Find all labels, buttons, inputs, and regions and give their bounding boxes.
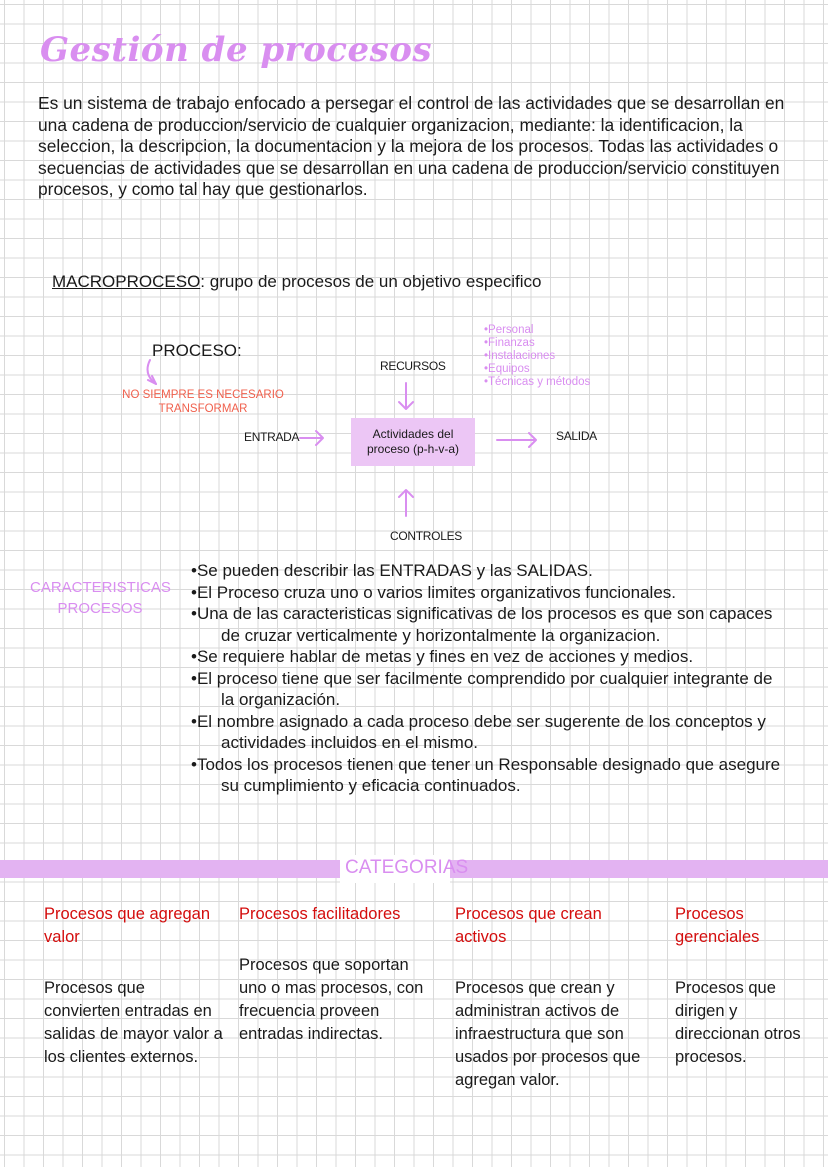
bullet-text: •El nombre asignado a cada proceso debe ser sugerente de los conceptos y [191, 711, 766, 731]
list-item [191, 560, 791, 582]
list-item [191, 603, 791, 646]
category-column [44, 903, 224, 1069]
category-description: Procesos que soportan uno o mas procesos, con frecuencia proveen entradas indirectas. [239, 956, 424, 1043]
category-description: Procesos que dirigen y direccionan otros procesos. [675, 979, 801, 1066]
list-item [191, 646, 791, 668]
caracteristicas-label: CARACTERISTICAS PROCESOS [30, 579, 171, 617]
caracteristicas-list [191, 560, 791, 797]
bullet-continuation: de cruzar verticalmente y horizontalmente la organizacion. [221, 625, 661, 645]
entrada-label: ENTRADA [244, 430, 300, 444]
list-item [191, 711, 791, 754]
category-column [455, 903, 645, 1092]
category-title: Procesos facilitadores [239, 905, 401, 923]
resource-item: •Personal [484, 324, 534, 336]
salida-label: SALIDA [556, 429, 597, 443]
bullet-text: •Una de las caracteristicas significativas de los procesos es que son capaces [191, 604, 773, 623]
bullet-text: •El proceso tiene que ser facilmente comprendido por cualquier integrante de [191, 668, 773, 688]
category-title: Procesos que crean activos [455, 905, 602, 946]
list-item [191, 582, 791, 604]
diagram-arrows [0, 0, 828, 560]
bullet-text: •Se requiere hablar de metas y fines en vez de acciones y medios. [191, 647, 694, 666]
category-column [239, 903, 429, 1046]
bullet-text: •El Proceso cruza uno o varios limites organizativos funcionales. [191, 582, 677, 602]
bullet-text: •Se pueden describir las ENTRADAS y las SALIDAS. [191, 561, 593, 580]
resource-item: •Instalaciones [484, 350, 556, 362]
salida-arrow [497, 433, 536, 447]
list-item [191, 754, 791, 797]
categorias-heading: CATEGORIAS [345, 857, 469, 878]
category-title: Procesos que agregan valor [44, 905, 211, 946]
resource-item: •Técnicas y métodos [484, 376, 591, 388]
page-title: Gestión de procesos [40, 30, 433, 70]
category-description: Procesos que convierten entradas en salidas de mayor valor a los clientes externos. [44, 979, 223, 1066]
category-title: Procesos gerenciales [675, 905, 760, 946]
list-item [191, 668, 791, 711]
activity-box: Actividades del proceso (p-h-v-a) [351, 418, 475, 466]
entrada-arrow [300, 431, 323, 445]
macroproceso-text: : grupo de procesos de un objetivo especifico [200, 272, 542, 291]
bullet-text: •Todos los procesos tienen que tener un Responsable designado que asegure [191, 754, 781, 774]
intro-paragraph: Es un sistema de trabajo enfocado a persegar el control de las actividades que se desarrollan en una cadena de produccion/servicio de cualquier organizacion, mediante: la identificacion, la seleccion, la descripcion, la documentacion y la mejora de los procesos. Todas las actividades o secuencias de actividades que se desarrollan en una cadena de produccion/servicio constituyen procesos, y como tal hay que gestionarlos. [38, 93, 785, 199]
recursos-label: RECURSOS [380, 359, 446, 373]
category-column [675, 903, 815, 1069]
controles-label: CONTROLES [390, 529, 462, 543]
bullet-continuation: actividades incluidos en el mismo. [221, 733, 479, 752]
controles-arrow [399, 490, 413, 516]
recursos-arrow [399, 383, 413, 409]
transform-note: NO SIEMPRE ES NECESARIO TRANSFORMAR [122, 389, 284, 415]
proceso-label: PROCESO: [152, 341, 242, 360]
bullet-continuation: la organización. [221, 690, 341, 709]
resource-item: •Finanzas [484, 337, 535, 349]
category-description: Procesos que crean y administran activos de infraestructura que son usados por procesos que agregan valor. [455, 979, 641, 1089]
resource-item: •Equipos [484, 363, 530, 375]
bullet-continuation: su cumplimiento y eficacia continuados. [221, 776, 521, 795]
macroproceso-keyword: MACROPROCESO [52, 272, 201, 291]
